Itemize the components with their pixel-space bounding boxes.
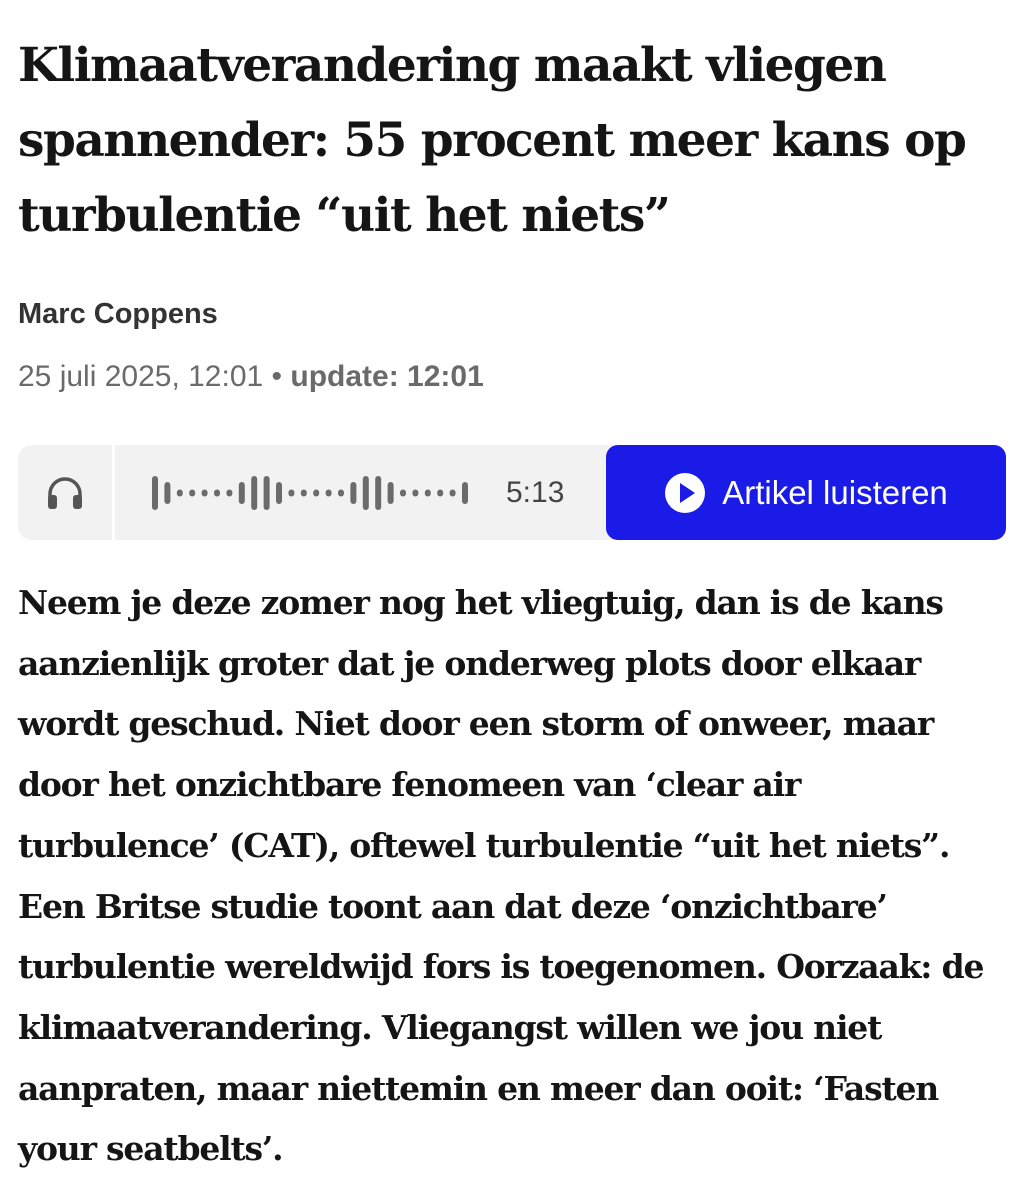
listen-article-label: Artikel luisteren — [722, 473, 948, 511]
article-headline: Klimaatverandering maakt vliegen spannender: 55 procent meer kans op turbulentie “uit het niets” — [18, 38, 966, 243]
waveform-bar — [202, 490, 208, 497]
audio-divider — [112, 445, 115, 540]
waveform-bar — [239, 482, 245, 504]
waveform-bar — [226, 490, 232, 497]
headphones-icon — [18, 445, 112, 540]
waveform-bar — [326, 490, 332, 497]
waveform-bar — [412, 490, 418, 497]
audio-player — [18, 445, 1006, 540]
article — [18, 28, 1008, 1169]
waveform-bar — [462, 482, 468, 504]
waveform-bar — [313, 490, 319, 497]
article-intro: Neem je deze zomer nog het vliegtuig, dan is de kans aanzienlijk groter dat je onderweg plots door elkaar wordt geschud. Niet door een storm of onweer, maar door het onzichtbare fenomeen van ‘clear air turbulence’ (CAT), oftewel turbulentie “uit het niets”. Een Britse studie toont aan dat deze ‘onzichtbare’ turbulentie wereldwijd fors is toegenomen. Oorzaak: de klimaatverandering. Vliegangst willen we jou niet aanpraten, maar niettemin en meer dan ooit: ‘Fasten your seatbelts’. — [18, 583, 984, 1169]
publish-date: 25 juli 2025, 12:01 — [18, 360, 264, 393]
update-time: update: 12:01 — [290, 360, 484, 393]
waveform-bar — [152, 476, 158, 510]
audio-waveform-icon[interactable] — [148, 473, 478, 513]
waveform-bar — [276, 482, 282, 504]
waveform-bar — [425, 490, 431, 497]
waveform-bar — [301, 490, 307, 497]
waveform-bar — [251, 476, 257, 510]
waveform-bar — [450, 490, 456, 497]
waveform-bar — [375, 476, 381, 510]
waveform-bar — [388, 482, 394, 504]
waveform-bar — [177, 490, 183, 497]
article-dateline — [18, 360, 484, 394]
waveform-bar — [437, 490, 443, 497]
dateline-separator: • — [263, 360, 291, 393]
audio-duration: 5:13 — [506, 476, 565, 509]
waveform-bar — [338, 490, 344, 497]
waveform-bar — [363, 476, 369, 510]
play-circle-icon — [664, 472, 706, 514]
waveform-bar — [189, 490, 195, 497]
waveform-bar — [164, 482, 170, 504]
waveform-bar — [288, 490, 294, 497]
listen-article-button[interactable] — [606, 445, 1006, 540]
waveform-bar — [214, 490, 220, 497]
waveform-bar — [264, 476, 270, 510]
waveform-bar — [400, 490, 406, 497]
author-name[interactable]: Marc Coppens — [18, 298, 218, 330]
waveform-bar — [350, 482, 356, 504]
